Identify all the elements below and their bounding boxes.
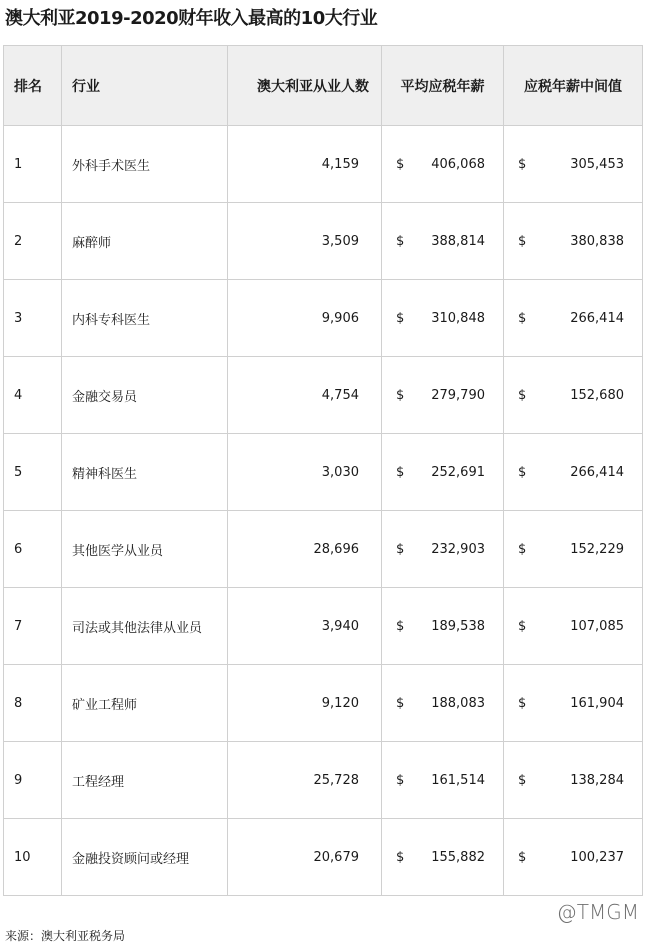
amount: 161,904 (570, 695, 624, 711)
money-value (392, 311, 493, 326)
money-value (392, 619, 493, 634)
cell-avg-salary (382, 742, 504, 819)
currency-symbol: $ (518, 618, 527, 634)
amount: 380,838 (570, 233, 624, 249)
currency-symbol: $ (518, 310, 527, 326)
table-row (4, 357, 643, 434)
header-rank: 排名 (4, 46, 62, 126)
cell-median-salary (504, 280, 643, 357)
amount: 188,083 (431, 695, 485, 711)
table-row (4, 280, 643, 357)
amount: 232,903 (431, 541, 485, 557)
table-row (4, 819, 643, 896)
money-value (514, 234, 632, 249)
cell-rank: 6 (4, 511, 62, 588)
header-industry: 行业 (62, 46, 228, 126)
cell-rank: 5 (4, 434, 62, 511)
currency-symbol: $ (396, 464, 405, 480)
amount: 155,882 (431, 849, 485, 865)
cell-avg-salary (382, 357, 504, 434)
cell-avg-salary (382, 280, 504, 357)
money-value (392, 773, 493, 788)
cell-industry: 金融交易员 (62, 357, 228, 434)
header-avg-salary: 平均应税年薪 (382, 46, 504, 126)
cell-median-salary (504, 819, 643, 896)
cell-median-salary (504, 742, 643, 819)
cell-avg-salary (382, 665, 504, 742)
amount: 310,848 (431, 310, 485, 326)
cell-industry: 司法或其他法律从业员 (62, 588, 228, 665)
currency-symbol: $ (518, 464, 527, 480)
amount: 388,814 (431, 233, 485, 249)
money-value (514, 157, 632, 172)
header-workers: 澳大利亚从业人数 (228, 46, 382, 126)
cell-median-salary (504, 357, 643, 434)
amount: 100,237 (570, 849, 624, 865)
amount: 152,229 (570, 541, 624, 557)
cell-industry: 麻醉师 (62, 203, 228, 280)
money-value (514, 773, 632, 788)
amount: 279,790 (431, 387, 485, 403)
cell-rank: 3 (4, 280, 62, 357)
money-value (514, 465, 632, 480)
cell-rank: 4 (4, 357, 62, 434)
cell-industry: 精神科医生 (62, 434, 228, 511)
table-row (4, 511, 643, 588)
cell-rank: 2 (4, 203, 62, 280)
amount: 107,085 (570, 618, 624, 634)
cell-avg-salary (382, 588, 504, 665)
cell-avg-salary (382, 819, 504, 896)
currency-symbol: $ (518, 233, 527, 249)
table-row (4, 588, 643, 665)
cell-avg-salary (382, 434, 504, 511)
cell-avg-salary (382, 203, 504, 280)
currency-symbol: $ (396, 233, 405, 249)
table-row (4, 434, 643, 511)
currency-symbol: $ (396, 772, 405, 788)
money-value (392, 234, 493, 249)
cell-workers: 4,159 (228, 126, 382, 203)
cell-industry: 金融投资顾问或经理 (62, 819, 228, 896)
table-header-row (4, 46, 643, 126)
cell-median-salary (504, 665, 643, 742)
currency-symbol: $ (396, 695, 405, 711)
money-value (514, 311, 632, 326)
amount: 152,680 (570, 387, 624, 403)
table-row (4, 126, 643, 203)
currency-symbol: $ (518, 695, 527, 711)
cell-avg-salary (382, 511, 504, 588)
cell-industry: 内科专科医生 (62, 280, 228, 357)
cell-workers: 9,120 (228, 665, 382, 742)
cell-workers: 28,696 (228, 511, 382, 588)
amount: 406,068 (431, 156, 485, 172)
cell-median-salary (504, 203, 643, 280)
salary-table (3, 45, 643, 896)
cell-rank: 7 (4, 588, 62, 665)
cell-industry: 矿业工程师 (62, 665, 228, 742)
cell-industry: 工程经理 (62, 742, 228, 819)
money-value (392, 850, 493, 865)
cell-avg-salary (382, 126, 504, 203)
cell-workers: 20,679 (228, 819, 382, 896)
money-value (392, 388, 493, 403)
cell-median-salary (504, 588, 643, 665)
currency-symbol: $ (518, 541, 527, 557)
currency-symbol: $ (396, 849, 405, 865)
cell-rank: 9 (4, 742, 62, 819)
cell-workers: 3,509 (228, 203, 382, 280)
money-value (514, 388, 632, 403)
cell-median-salary (504, 511, 643, 588)
currency-symbol: $ (518, 156, 527, 172)
cell-workers: 3,030 (228, 434, 382, 511)
table-body (4, 126, 643, 896)
amount: 252,691 (431, 464, 485, 480)
currency-symbol: $ (396, 156, 405, 172)
currency-symbol: $ (396, 618, 405, 634)
cell-industry: 外科手术医生 (62, 126, 228, 203)
money-value (392, 157, 493, 172)
cell-rank: 10 (4, 819, 62, 896)
cell-median-salary (504, 434, 643, 511)
cell-workers: 4,754 (228, 357, 382, 434)
cell-workers: 25,728 (228, 742, 382, 819)
amount: 161,514 (431, 772, 485, 788)
currency-symbol: $ (518, 772, 527, 788)
cell-workers: 3,940 (228, 588, 382, 665)
cell-rank: 8 (4, 665, 62, 742)
money-value (514, 850, 632, 865)
amount: 266,414 (570, 310, 624, 326)
source-note: 来源：澳大利亚税务局 (5, 929, 126, 943)
amount: 266,414 (570, 464, 624, 480)
watermark-logo: @TMGM (556, 900, 639, 924)
cell-industry: 其他医学从业员 (62, 511, 228, 588)
money-value (514, 696, 632, 711)
table-row (4, 203, 643, 280)
cell-workers: 9,906 (228, 280, 382, 357)
money-value (392, 465, 493, 480)
money-value (514, 619, 632, 634)
currency-symbol: $ (396, 541, 405, 557)
amount: 138,284 (570, 772, 624, 788)
money-value (392, 696, 493, 711)
currency-symbol: $ (518, 849, 527, 865)
currency-symbol: $ (396, 387, 405, 403)
currency-symbol: $ (396, 310, 405, 326)
table-row (4, 665, 643, 742)
money-value (514, 542, 632, 557)
amount: 305,453 (570, 156, 624, 172)
table-row (4, 742, 643, 819)
currency-symbol: $ (518, 387, 527, 403)
header-median-salary: 应税年薪中间值 (504, 46, 643, 126)
money-value (392, 542, 493, 557)
page-title: 澳大利亚2019-2020财年收入最高的10大行业 (5, 8, 378, 29)
cell-median-salary (504, 126, 643, 203)
cell-rank: 1 (4, 126, 62, 203)
amount: 189,538 (431, 618, 485, 634)
